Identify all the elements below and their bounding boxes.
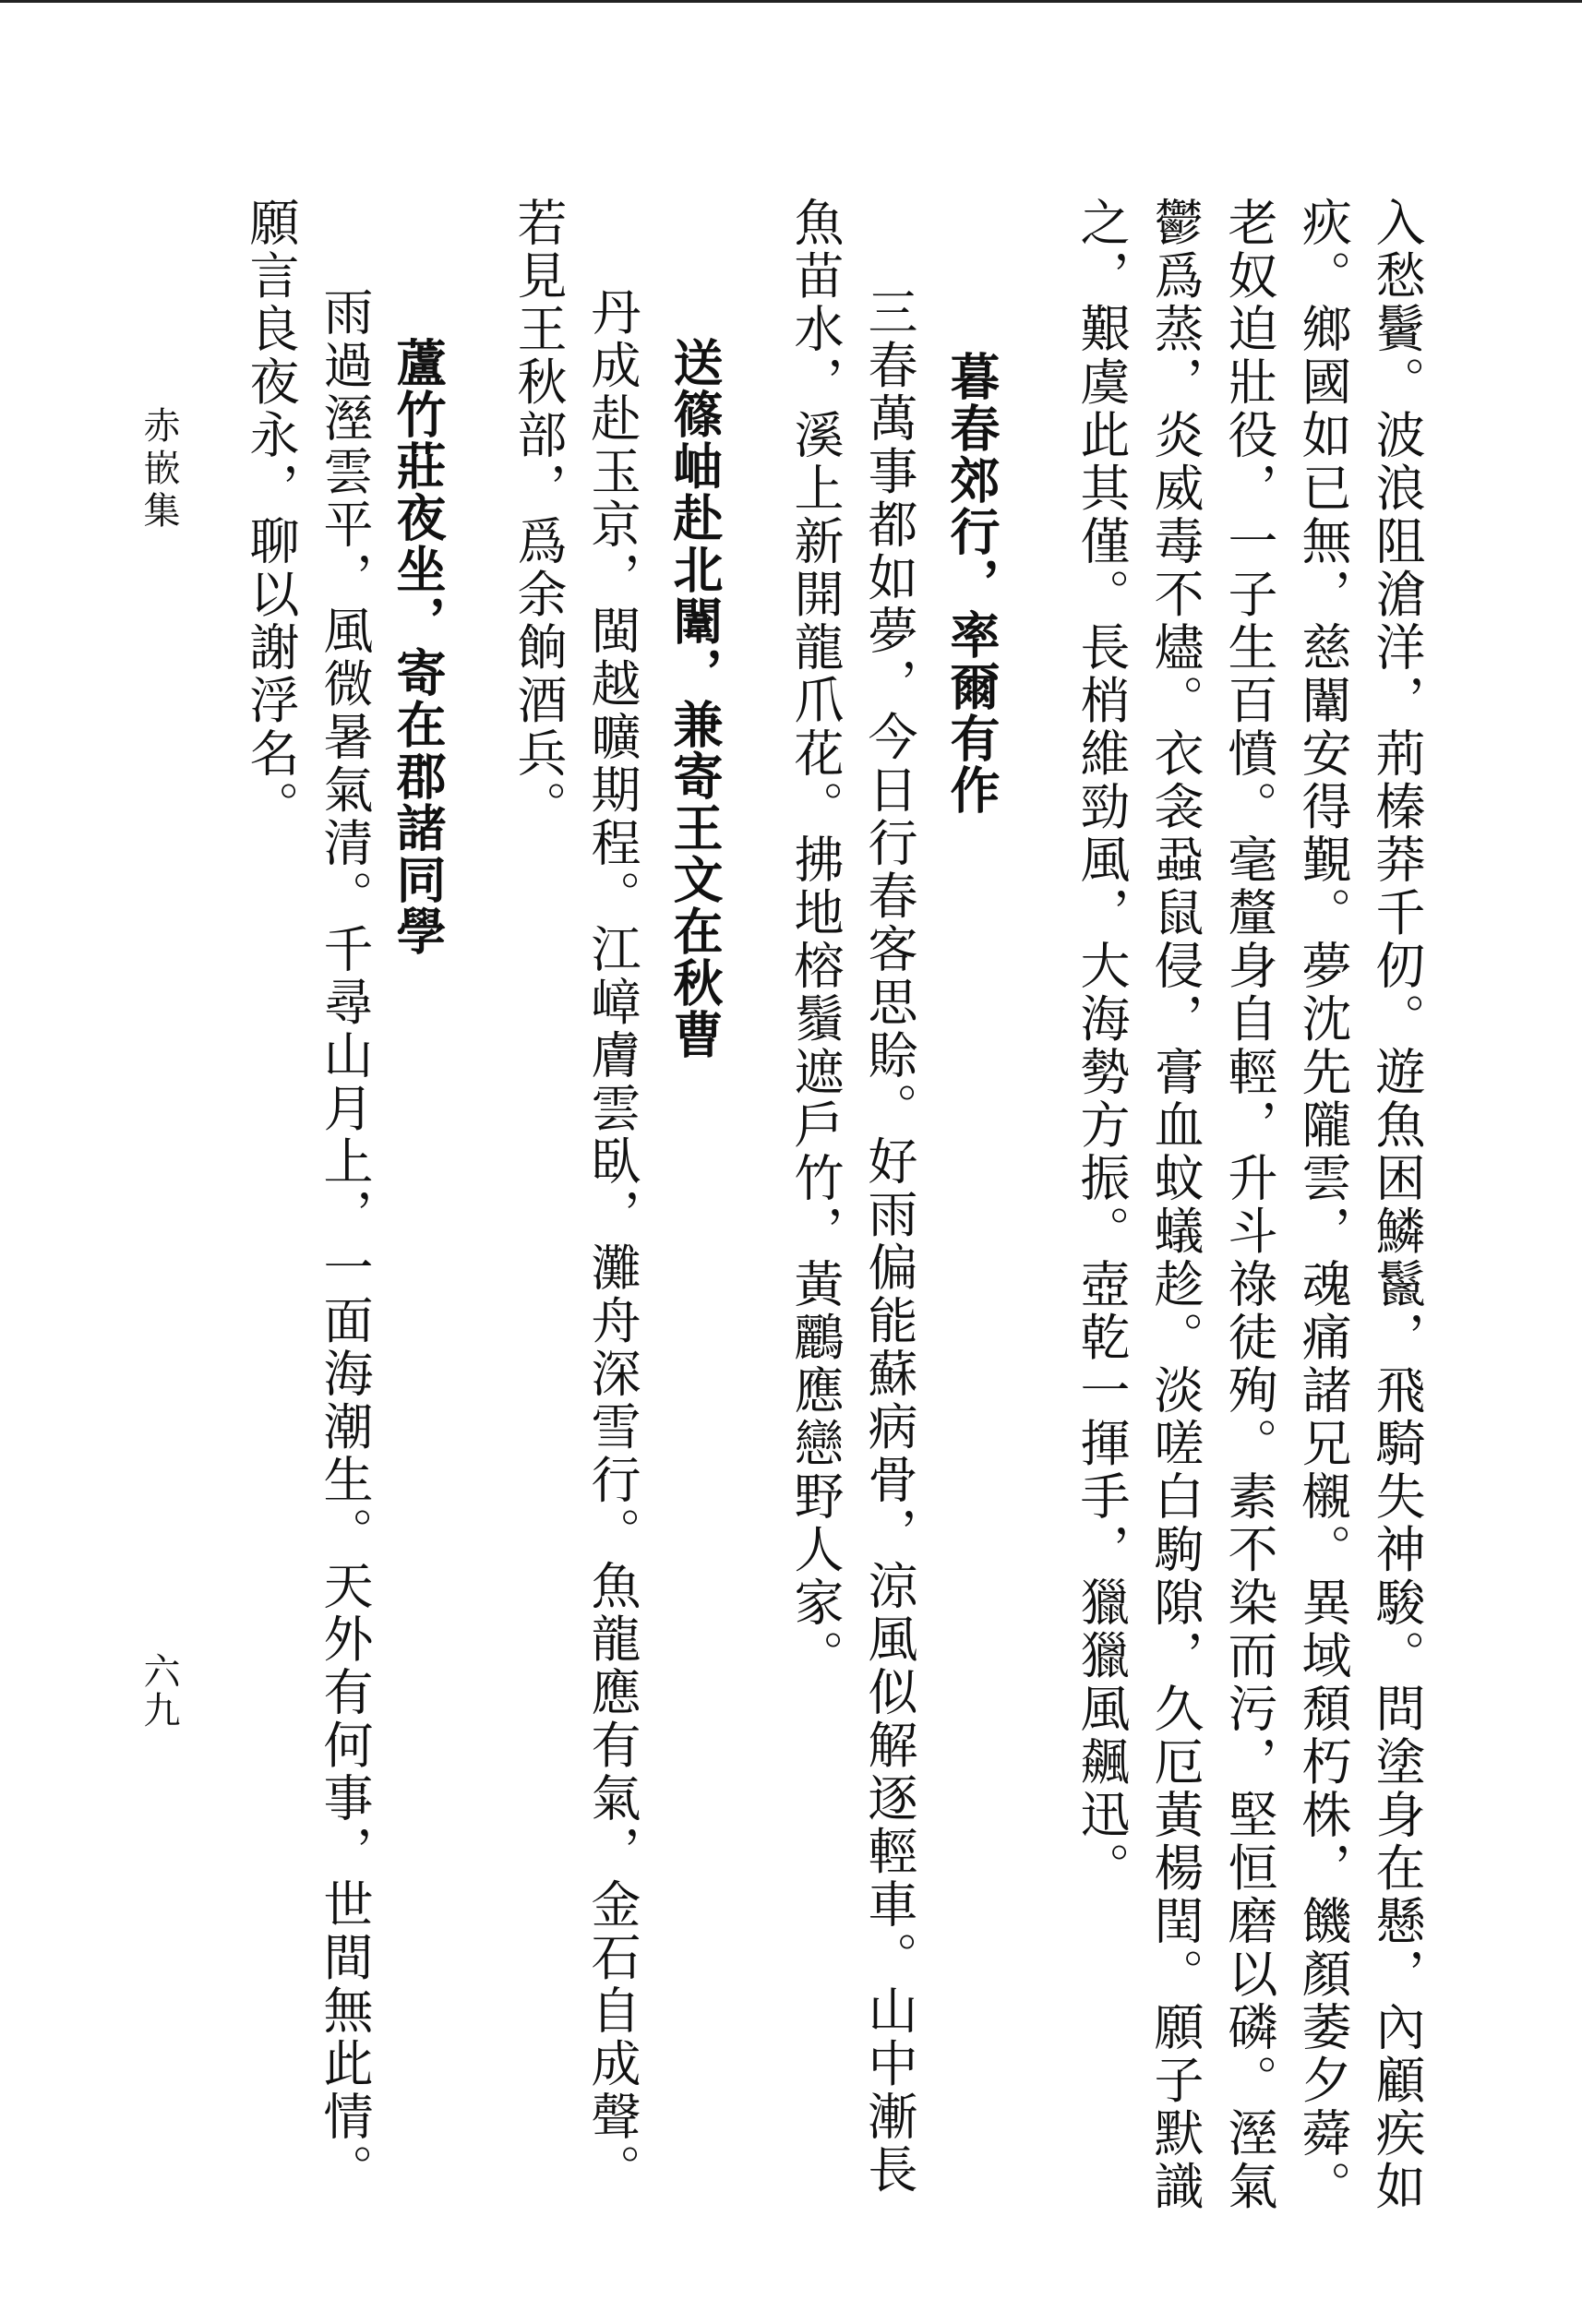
poem-title-2: 送篠岫赴北闈，兼寄王文在秋曹 [665,337,725,1060]
poem-column-11: 願言良夜永，聊以謝浮名。 [242,197,300,833]
top-border-line [0,0,1582,3]
poem-title-1: 暮春郊行，率爾有作 [942,351,1001,816]
poem-column-4: 鬱爲蒸，炎威毒不燼。衣衾蝨鼠侵，膏血蚊蟻趁。淡嗟白駒隙，久厄黃楊閏。願子默識 [1146,197,1204,2213]
poem-column-5: 之，艱虞此其僅。長梢維勁風，大海勢方振。壺乾一揮手，獵獵風飆迅。 [1073,197,1131,1895]
poem-column-1: 入愁鬢。波浪阻滄洋，荊榛莽千仞。遊魚困鱗鬣，飛騎失神駿。問塗身在懸，內顧疾如 [1368,197,1426,2213]
poem-column-9: 若見王秋部，爲余餉酒兵。 [509,197,568,833]
page-number: 六九 [138,1652,180,1730]
collection-title: 赤嵌集 [138,406,180,533]
poem-column-6: 三春萬事都如夢，今日行春客思賒。好雨偏能蘇病骨，涼風似解逐輕車。山中漸長 [860,286,918,2197]
poem-column-3: 老奴迫壯役，一子生百憤。毫釐身自輕，升斗祿徒殉。素不染而污，堅恒磨以磷。溼氣 [1220,197,1278,2213]
poem-column-8: 丹成赴玉京，閩越曠期程。江嶂膚雲臥，灘舟深雪行。魚龍應有氣，金石自成聲。 [583,286,641,2197]
poem-column-2: 疢。鄉國如已無，慈闈安得覲。夢沈先隴雲，魂痛諸兄櫬。異域頹朽株，饑顏萎夕蕣。 [1294,197,1352,2213]
poem-title-3: 蘆竹莊夜坐，寄在郡諸同學 [389,337,448,957]
poem-column-7: 魚苗水，溪上新開龍爪花。拂地榕鬚遮戶竹，黃鸝應戀野人家。 [786,197,845,1683]
poem-column-10: 雨過溼雲平，風微暑氣清。千尋山月上，一面海潮生。天外有何事，世間無此情。 [316,286,374,2197]
